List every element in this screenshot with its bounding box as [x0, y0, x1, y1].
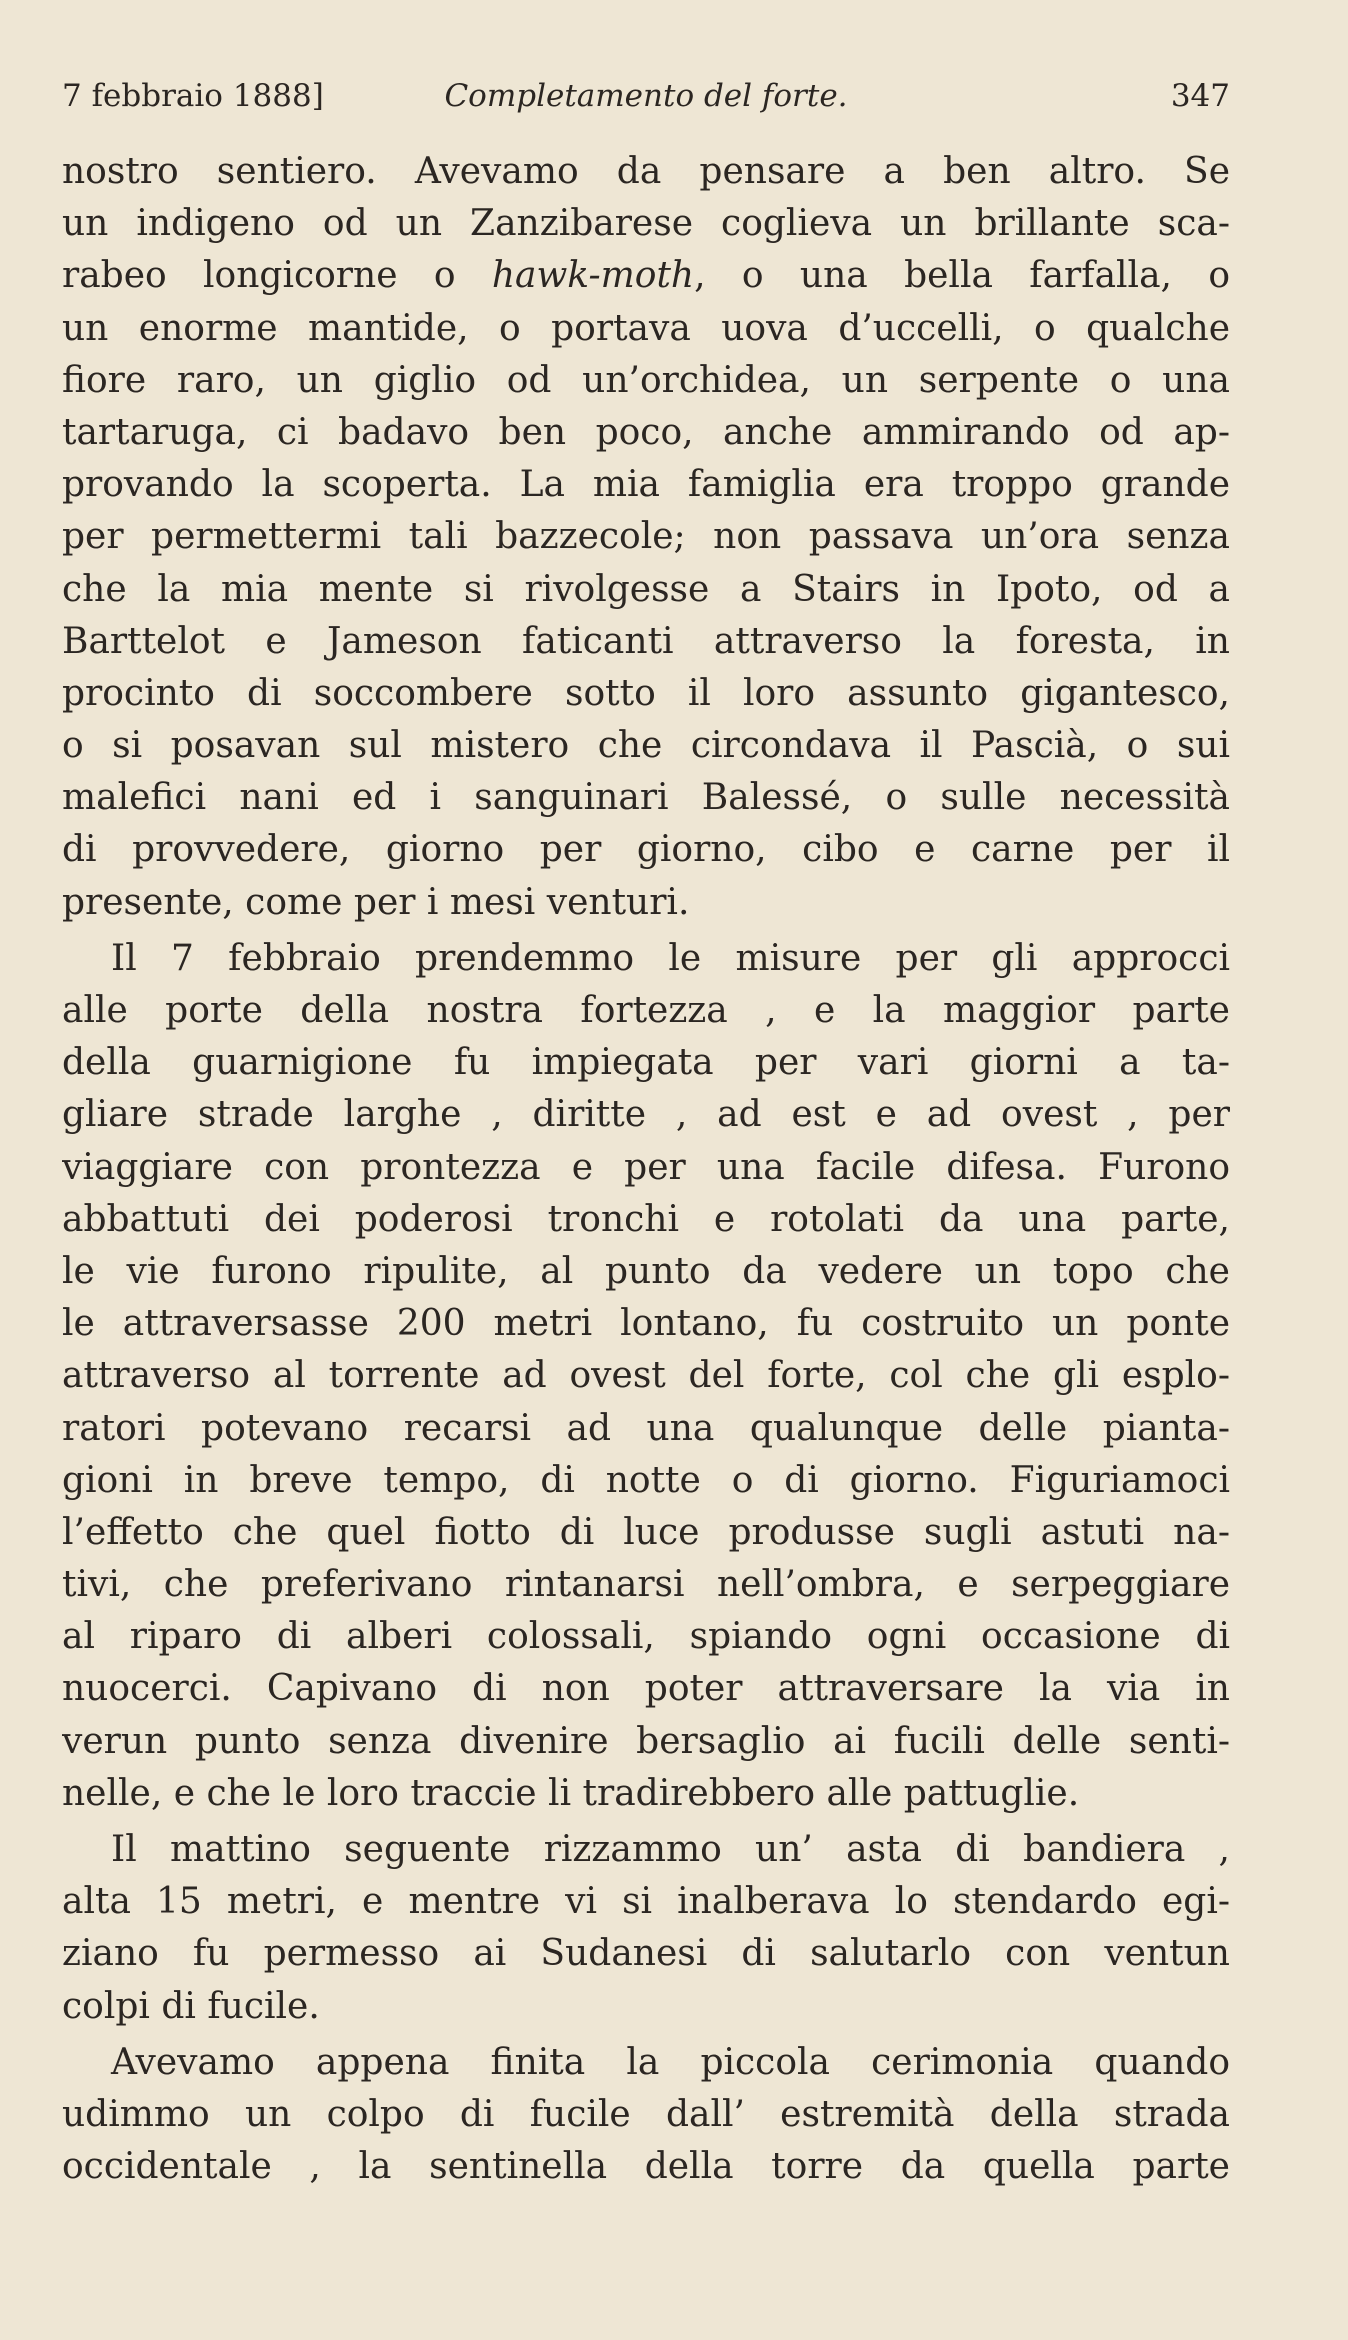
text-line: verun punto senza divenire bersaglio ai fucili delle senti-: [62, 1720, 1230, 1762]
text-line: al riparo di alberi colossali, spiando ogni occasione di: [62, 1616, 1230, 1658]
text-line: un indigeno od un Zanzibarese coglieva un brillante sca-: [62, 203, 1230, 245]
text-line: le attraversasse 200 metri lontano, fu costruito un ponte: [62, 1303, 1230, 1345]
text-line: Il 7 febbraio prendemmo le misure per gli approcci: [111, 937, 1230, 979]
text-line: che la mia mente si rivolgesse a Stairs in Ipoto, od a: [62, 568, 1230, 610]
text-line: nuocerci. Capivano di non poter attraversare la via in: [62, 1668, 1230, 1710]
text-line: provando la scoperta. La mia famiglia era troppo grande: [62, 464, 1230, 506]
text-line: gioni in breve tempo, di notte o di giorno. Figuriamoci: [62, 1459, 1230, 1501]
text-line: ratori potevano recarsi ad una qualunque delle pianta-: [62, 1407, 1230, 1449]
text-line: malefici nani ed i sanguinari Balessé, o sulle necessità: [62, 777, 1230, 819]
text-line: alta 15 metri, e mentre vi si inalberava lo stendardo egi-: [62, 1881, 1230, 1923]
text-line: presente, come per i mesi venturi.: [62, 881, 690, 923]
text-line: procinto di soccombere sotto il loro assunto gigantesco,: [62, 672, 1230, 714]
header-date: 7 febbraio 1888]: [62, 78, 324, 114]
text-line: attraverso al torrente ad ovest del forte, col che gli esplo-: [62, 1355, 1230, 1397]
text-line: gliare strade larghe , diritte , ad est e ad ovest , per: [62, 1094, 1230, 1136]
text-line: Avevamo appena finita la piccola cerimonia quando: [111, 2041, 1230, 2083]
text-line: occidentale , la sentinella della torre da quella parte: [62, 2146, 1230, 2188]
text-line: colpi di fucile.: [62, 1985, 320, 2027]
text-line: udimmo un colpo di fucile dall’ estremità della strada: [62, 2093, 1230, 2135]
text-line: ziano fu permesso ai Sudanesi di salutarlo con ventun: [62, 1933, 1230, 1975]
text-line: Il mattino seguente rizzammo un’ asta di bandiera ,: [111, 1829, 1230, 1870]
text-line: tartaruga, ci badavo ben poco, anche ammirando od ap-: [62, 411, 1230, 453]
text-line: nostro sentiero. Avevamo da pensare a ben altro. Se: [62, 151, 1230, 192]
text-line: alle porte della nostra fortezza , e la maggior parte: [62, 990, 1230, 1031]
text-line: abbattuti dei poderosi tronchi e rotolati da una parte,: [62, 1198, 1230, 1240]
body-text: [62, 146, 1230, 2193]
text-line: nelle, e che le loro traccie li tradirebbero alle pattuglie.: [62, 1772, 1080, 1814]
text-line: o si posavan sul mistero che circondava il Pascià, o sui: [62, 725, 1230, 767]
text-line: tivi, che preferivano rintanarsi nell’ombra, e serpeggiare: [62, 1564, 1230, 1606]
text-line: fiore raro, un giglio od un’orchidea, un serpente o una: [62, 359, 1230, 401]
text-line: rabeo longicorne o hawk-moth, o una bella farfalla, o: [62, 255, 1230, 297]
running-header: [62, 74, 1230, 118]
text-line: un enorme mantide, o portava uova d’uccelli, o qualche: [62, 307, 1230, 349]
page-number: 347: [1170, 78, 1230, 114]
text-line: per permettermi tali bazzecole; non passava un’ora senza: [62, 516, 1230, 558]
header-title: Completamento del forte.: [444, 78, 848, 114]
text-line: di provvedere, giorno per giorno, cibo e carne per il: [62, 829, 1230, 871]
text-line: viaggiare con prontezza e per una facile difesa. Furono: [62, 1146, 1230, 1188]
text-line: Barttelot e Jameson faticanti attraverso la foresta, in: [62, 620, 1230, 662]
text-line: l’effetto che quel fiotto di luce produsse sugli astuti na-: [62, 1511, 1230, 1553]
text-line: le vie furono ripulite, al punto da vedere un topo che: [62, 1250, 1230, 1292]
text-line: della guarnigione fu impiegata per vari giorni a ta-: [62, 1042, 1230, 1084]
